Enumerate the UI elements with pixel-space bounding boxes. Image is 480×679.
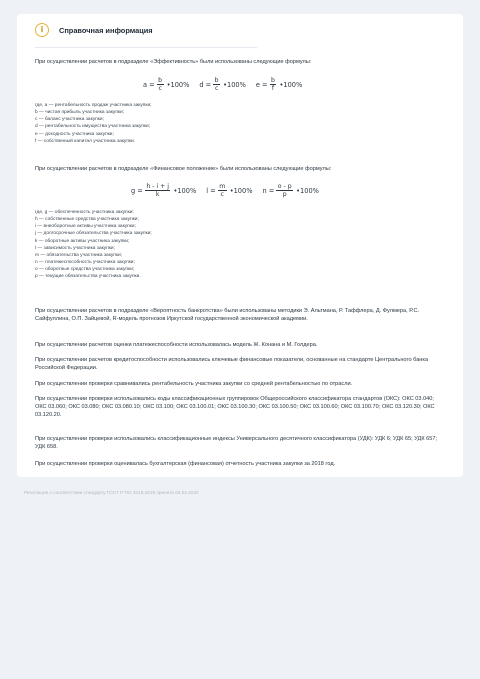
formula-d: d = $\frac{b}{c}$ •100% bbox=[199, 77, 246, 92]
formula-l: l = $\frac{m}{c}$ •100% bbox=[206, 183, 253, 198]
legend-line: d — рентабельность имущества участника закупки; bbox=[35, 124, 151, 130]
bankruptcy-paragraph: При осуществлении расчетов в подразделе «Вероятность банкротства» были использованы методики Э. Альтмана, Р. Таффлера, Д. Фулмера, Р.С. Сайфуллина, О.П. Зайцевой, R-модель прогнозов Иркутской государственной экономической академии. bbox=[35, 308, 420, 323]
efficiency-formulas bbox=[143, 77, 312, 92]
formula-n: n = $\frac{o - p}{p}$ •100% bbox=[262, 183, 319, 198]
financial-legend bbox=[35, 209, 152, 281]
formula-g: g = $\frac{h - i + j}{k}$ •100% bbox=[131, 183, 197, 198]
card-header bbox=[35, 23, 153, 37]
footer-note: Резолюция о соответствии стандарту ГОСТ Р ПО 2016:2019 принята 04.02.2020 bbox=[24, 490, 199, 495]
legend-line: o — оборотные средства участника закупки; bbox=[35, 267, 135, 273]
legend-line: l — зависимость участника закупки; bbox=[35, 245, 115, 251]
financial-formulas bbox=[131, 183, 329, 198]
legend-line: b — чистая прибыль участника закупки; bbox=[35, 110, 125, 116]
legend-line: где, a — рентабельность продаж участника закупки; bbox=[35, 103, 152, 108]
legend-line: c — баланс участника закупки; bbox=[35, 117, 104, 123]
formula-a: a = $\frac{b}{c}$ •100% bbox=[143, 77, 190, 92]
legend-line: e — доходность участника закупки; bbox=[35, 131, 114, 137]
legend-line: p — текущие обязательства участника закупки. bbox=[35, 274, 141, 280]
legend-line: h — собственные средства участника закупки; bbox=[35, 217, 139, 223]
header-divider bbox=[35, 47, 257, 48]
oks-codes-paragraph: При осуществлении проверки использовались коды классификационных группировок Общероссийского классификатора стандартов (ОКС): ОКС 03.040; ОКС 03.060; ОКС 03.080; ОКС 03.080.10; ОКС 03.100; ОКС 03.100.01; ОКС 03.100.30; ОКС 03.100.50; ОКС 03.100.60; ОКС 03.100.70; ОКС 03.120.30; ОКС 03.120.20. bbox=[35, 396, 435, 419]
financial-intro: При осуществлении расчетов в подразделе «Финансовое положение» были использованы следующие формулы: bbox=[35, 166, 332, 172]
legend-line: f — собственный капитал участника закупки. bbox=[35, 138, 136, 144]
profitability-paragraph: При осуществлении проверки сравнивались рентабельность участника закупки со средней рентабельностью по отрасли. bbox=[35, 381, 353, 387]
legend-line: n — платежеспособность участника закупки; bbox=[35, 260, 135, 266]
legend-line: где, g — обеспеченность участника закупки; bbox=[35, 210, 134, 215]
udk-paragraph: При осуществлении проверки использовались классификационные индексы Универсального десятичного классификатора (УДК): УДК 6; УДК 65; УДК 657; УДК 658. bbox=[35, 436, 438, 451]
formula-e: e = $\frac{b}{f}$ •100% bbox=[255, 77, 303, 92]
solvency-paragraph: При осуществлении расчетов оценки платежеспособности использовалась модель Ж. Конана и М. Голдера. bbox=[35, 342, 318, 348]
reference-info-card bbox=[17, 14, 463, 477]
efficiency-intro: При осуществлении расчетов в подразделе «Эффективность» были использованы следующие формулы: bbox=[35, 59, 312, 65]
card-title: Справочная информация bbox=[59, 25, 153, 35]
info-icon: i bbox=[35, 23, 49, 37]
legend-line: m — обязательства участника закупки; bbox=[35, 252, 122, 258]
legend-line: k — оборотные активы участника закупки; bbox=[35, 238, 130, 244]
creditworthiness-paragraph: При осуществлении расчетов кредитоспособности использовались ключевые финансовые показатели, основанные на стандарте Центрального банка Российской Федерации. bbox=[35, 357, 429, 372]
reporting-paragraph: При осуществлении проверки оценивалась бухгалтерская (финансовая) отчетность участника закупки за 2018 год. bbox=[35, 461, 336, 467]
legend-line: j — долгосрочные обязательства участника закупки; bbox=[35, 231, 152, 237]
efficiency-legend bbox=[35, 102, 152, 145]
legend-line: i — внеоборотные активы участника закупки; bbox=[35, 224, 136, 230]
